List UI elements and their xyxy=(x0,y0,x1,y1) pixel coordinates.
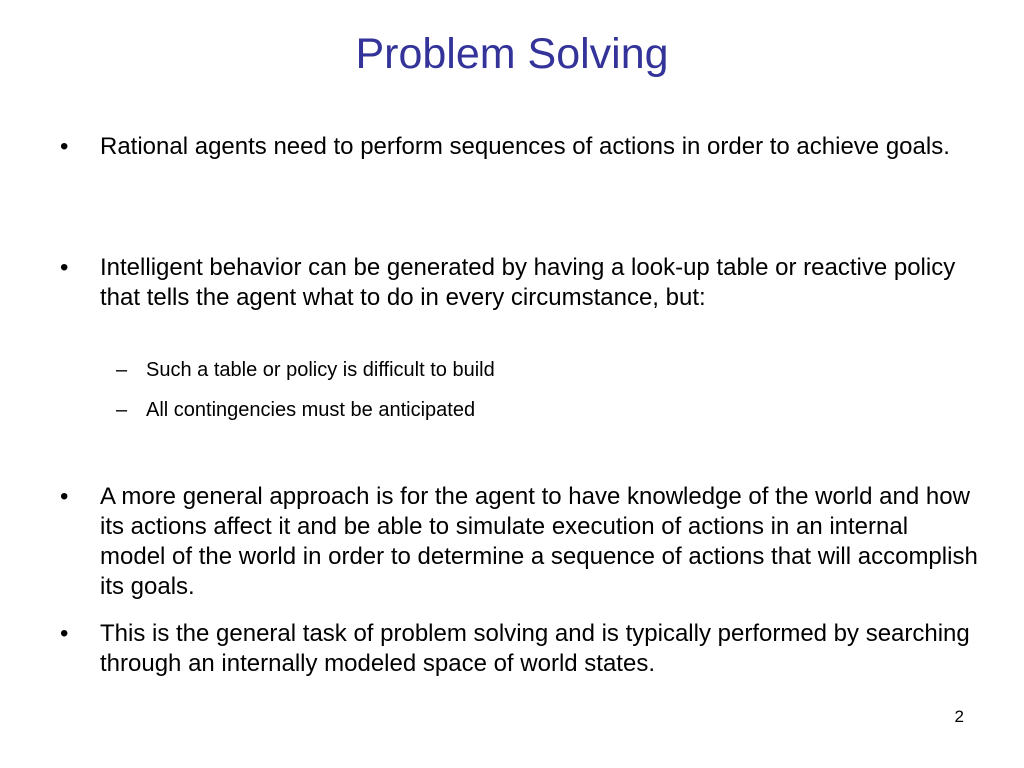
bullet-text: Rational agents need to perform sequences of actions in order to achieve goals. xyxy=(100,133,950,160)
slide-title: Problem Solving xyxy=(355,30,669,78)
bullet-icon: • xyxy=(60,133,69,160)
dash-icon: – xyxy=(116,399,128,421)
bullet-icon: • xyxy=(60,483,69,510)
sub-bullet-text: Such a table or policy is difficult to build xyxy=(146,359,495,381)
bullet-icon: • xyxy=(60,620,69,647)
bullet-text: This is the general task of problem solving and is typically performed by searching through an internally modeled space of world states. xyxy=(100,620,970,677)
sub-bullet-text: All contingencies must be anticipated xyxy=(146,399,476,421)
bullet-icon: • xyxy=(60,254,69,281)
dash-icon: – xyxy=(116,359,128,381)
bullet-text: A more general approach is for the agent to have knowledge of the world and how its actions affect it and be able to simulate execution of actions in an internal model of the world in order to determine a sequence of actions that will accomplish its goals. xyxy=(100,483,978,600)
page-number: 2 xyxy=(954,707,964,726)
bullet-text: Intelligent behavior can be generated by having a look-up table or reactive policy that tells the agent what to do in every circumstance, but: xyxy=(100,254,956,311)
